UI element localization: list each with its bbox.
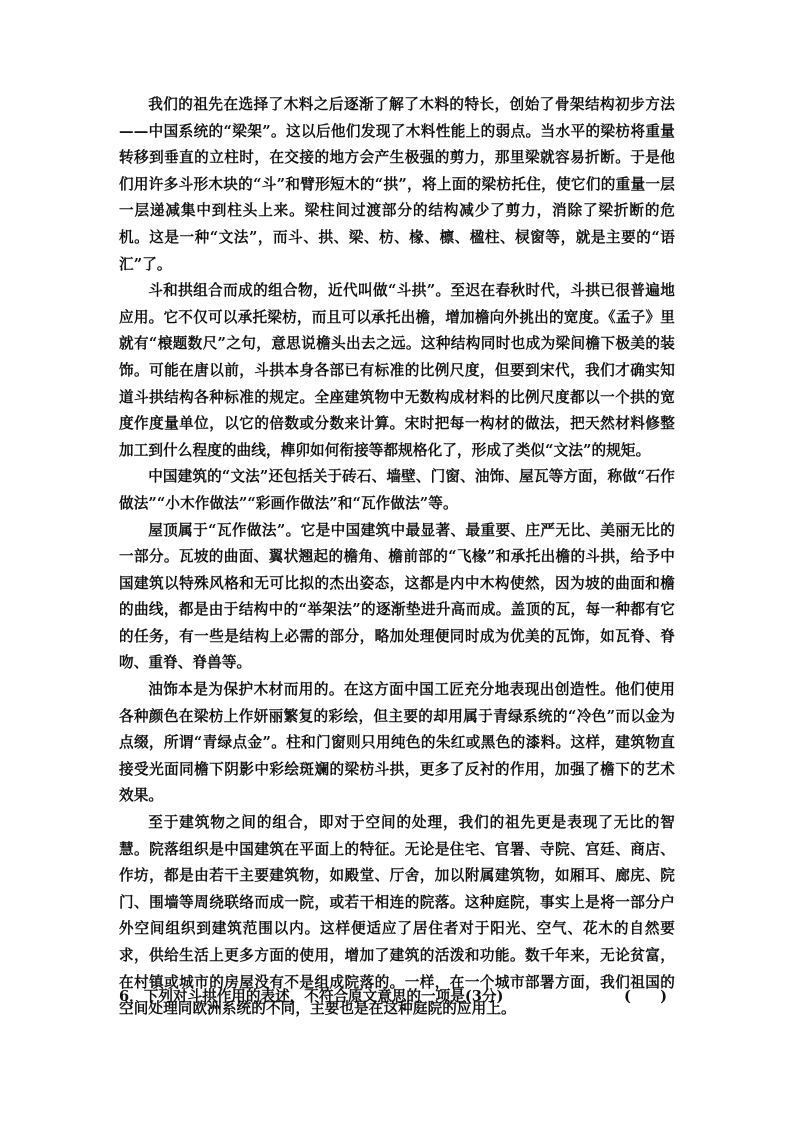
paragraph-4: 屋顶属于“瓦作做法”。它是中国建筑中最显著、最重要、庄严无比、美丽无比的一部分。瓦坡的曲面、翼状翘起的檐角、檐前部的“飞椽”和承托出檐的斗拱，给予中国建筑以特殊风格和无可比拟的杰出姿态，这都是内中木构使然，因为坡的曲面和檐的曲线，都是由于结构中的“举架法”的逐渐垫进升高而成。盖顶的瓦，每一种都有它的任务，有一些是结构上必需的部分，略加处理便同时成为优美的瓦饰，如瓦脊、脊吻、重脊、脊兽等。 xyxy=(119,521,675,672)
answer-bracket: ( ) xyxy=(624,988,667,1005)
question-text: 6．下列对斗拱作用的表述，不符合原文意思的一项是(3分) xyxy=(119,988,504,1005)
paragraph-3: 中国建筑的“文法”还包括关于砖石、墙壁、门窗、油饰、屋瓦等方面，称做“石作做法”“小木作做法”“彩画作做法”和“瓦作做法”等。 xyxy=(119,468,675,512)
question-6 xyxy=(119,984,675,1011)
article-body xyxy=(119,92,675,1023)
paragraph-1: 我们的祖先在选择了木料之后逐渐了解了木料的特长，创始了骨架结构初步方法——中国系统的“梁架”。这以后他们发现了木料性能上的弱点。当水平的梁枋将重量转移到垂直的立柱时，在交接的地方会产生极强的剪力，那里梁就容易折断。于是他们用许多斗形木块的“斗”和臂形短木的“拱”，将上面的梁枋托住，使它们的重量一层一层递减集中到柱头上来。梁柱间过渡部分的结构减少了剪力，消除了梁折断的危机。这是一种“文法”，而斗、拱、梁、枋、椽、檩、楹柱、棂窗等，就是主要的“语汇”了。 xyxy=(119,96,675,273)
paragraph-2: 斗和拱组合而成的组合物，近代叫做“斗拱”。至迟在春秋时代，斗拱已很普遍地应用。它不仅可以承托梁枋，而且可以承托出檐，增加檐向外挑出的宽度。《孟子》里就有“榱题数尺”之句，意思说檐头出去之远。这种结构同时也成为梁间檐下极美的装饰。可能在唐以前，斗拱本身各部已有标准的比例尺度，但要到宋代，我们才确实知道斗拱结构各种标准的规定。全座建筑物中无数构成材料的比例尺度都以一个拱的宽度作度量单位，以它的倍数或分数来计算。宋时把每一构材的做法，把天然材料修整加工到什么程度的曲线，榫卯如何衔接等都规格化了，形成了类似“文法”的规矩。 xyxy=(119,282,675,459)
paragraph-6: 至于建筑物之间的组合，即对于空间的处理，我们的祖先更是表现了无比的智慧。院落组织是中国建筑在平面上的特征。无论是住宅、官署、寺院、宫廷、商店、作坊，都是由若干主要建筑物，如殿堂、厅舍，加以附属建筑物，如厢耳、廊庑、院门、围墙等周绕联络而成一院，或若干相连的院落。这种庭院，事实上是将一部分户外空间组织到建筑范围以内。这样便适应了居住者对于阳光、空气、花木的自然要求，供给生活上更多方面的使用，增加了建筑的活泼和功能。数千年来，无论贫富，在村镇或城市的房屋没有不是组成院落的。一样，在一个城市部署方面，我们祖国的空间处理同欧洲系统的不同，主要也是在这种庭院的应用上。 xyxy=(119,814,675,1018)
paragraph-5: 油饰本是为保护木材而用的。在这方面中国工匠充分地表现出创造性。他们使用各种颜色在梁枋上作妍丽繁复的彩绘，但主要的却用属于青绿系统的“冷色”而以金为点缀，所谓“青绿点金”。柱和门窗则只用纯色的朱红或黑色的漆料。这样，建筑物直接受光面同檐下阴影中彩绘斑斓的梁枋斗拱，更多了反衬的作用，加强了檐下的艺术效果。 xyxy=(119,681,675,805)
